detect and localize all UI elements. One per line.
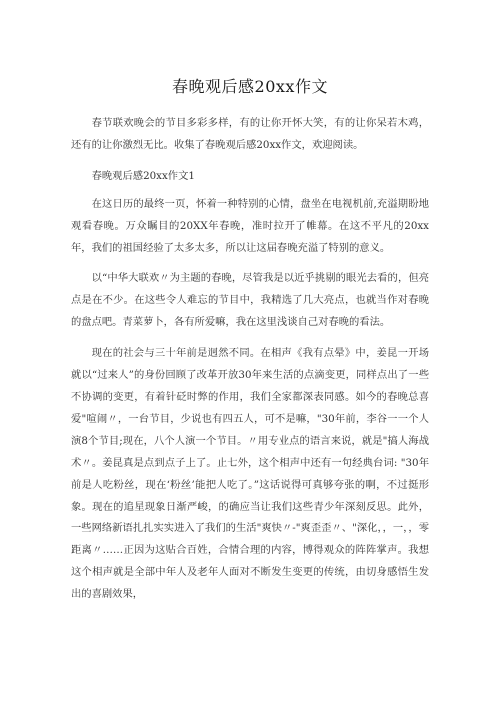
- body-paragraph: 现在的社会与三十年前是迥然不同。在相声《我有点晕》中，姜昆一开场就以“过来人”的身份回顾了改革开放30年来生活的点滴变更，同样点出了一些不协调的变更，有着针砭时弊的作用，我们全家都深表同感。如今的春晚总喜爱"喧闹〃，一台节目，少说也有四五人，可不是嘛，"30年前，李谷一一个人演8个节目;现在，八个人演一个节目。〃用专业点的语言来说，就是"搞人海战术〃。姜昆真是点到点子上了。止七外，这个相声中还有一句经典台词: "30年前是人吃粉丝，现在‘粉丝’能把人吃了。”这话说得可真够夸张的啊，不过挺形象。现在的追星现象日渐严峻，的确应当让我们这些青少年深刻反思。此外，一些网络新语扎扎实实进入了我们的生活"爽快〃-"爽歪歪〃、"深化，，一，，零距离〃……正因为这贴合百姓，合情合理的内容，博得观众的阵阵掌声。我想这个相声就是全部中年人及老年人面对不断发生变更的传统，由切身感悟生发出的喜剧效果，: [71, 347, 429, 601]
- intro-paragraph: 春节联欢晚会的节目多彩多样，有的让你开怀大笑，有的让你呆若木鸡，还有的让你激烈无比。收集了春晚观后感20xx作文，欢迎阅读。: [71, 117, 429, 151]
- body-paragraph: 在这日历的最终一页，怀着一种特别的心情，盘坐在电视机前,充溢期盼地观看春晚。万众瞩目的20XX年春晚，准时拉开了帷幕。在这不平凡的20xx年，我们的祖国经验了太多太多，所以让这届春晚充溢了特别的意义。: [71, 197, 429, 254]
- body-paragraph: 以“中华大联欢〃为主题的春晚，尽管我是以近乎挑剔的眼光去看的，但亮点是在不少。在这些令人难忘的节目中，我精选了几大亮点，也就当作对春晚的盘点吧。青菜萝卜，各有所爱嘛，我在这里浅谈自己对春晚的看法。: [71, 272, 429, 329]
- document-title: 春晚观后感20xx作文: [172, 77, 328, 96]
- section-heading: 春晚观后感20xx作文1: [91, 169, 195, 182]
- document-body: [71, 113, 429, 606]
